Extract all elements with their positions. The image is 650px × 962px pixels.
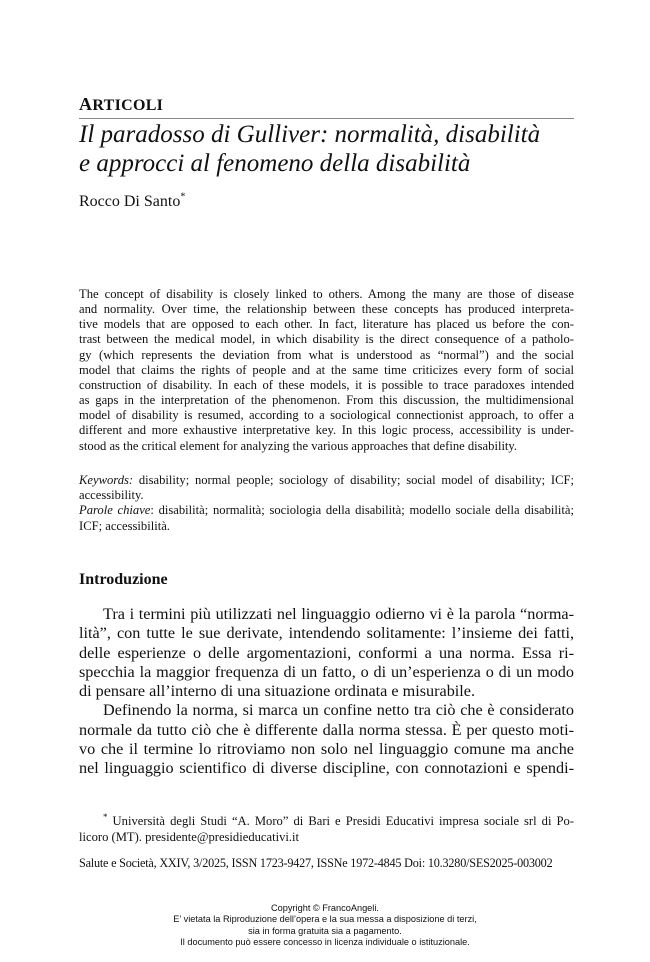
abstract-line: as gaps in the interpretation of the phenomenon. From this discussion, the multidimensional	[79, 393, 574, 408]
abstract-line: trast between the medical model, in which disability is the direct consequence of a patholo-	[79, 332, 574, 347]
body-line: lità”, con tutte le sue derivate, intendendo solitamente: l’insieme dei fatti,	[79, 624, 574, 643]
abstract-line: model that claims the rights of people and at the same time criticizes every form of social	[79, 362, 574, 377]
intro-body	[79, 605, 574, 779]
body-line: Definendo la norma, si marca un confine netto tra ciò che è considerato	[103, 701, 574, 720]
author-name	[79, 193, 185, 211]
author-text: Rocco Di Santo	[79, 193, 181, 210]
keywords-it-line	[79, 503, 574, 518]
intro-heading: Introduzione	[79, 571, 168, 588]
section-label-initial: A	[79, 94, 93, 114]
copyright-line: sia in forma gratuita sia a pagamento.	[248, 925, 402, 936]
keywords-block	[79, 473, 574, 534]
body-line: vo che il termine lo ritroviamo non solo nel linguaggio comune ma anche	[79, 740, 574, 759]
body-line: nel linguaggio scientifico di diverse discipline, con connotazioni e spendi-	[79, 759, 574, 778]
keywords-en-line: accessibility.	[79, 488, 144, 503]
section-label	[79, 94, 163, 115]
keywords-en-label: Keywords:	[79, 473, 134, 487]
abstract-line: gy (which represents the deviation from what is understood as “normal”) and the social	[79, 347, 574, 362]
body-line: specchia la maggior frequenza di un fatto, o di un’esperienza o di un modo	[79, 662, 574, 681]
section-label-rest: RTICOLI	[92, 97, 164, 114]
author-footnote-mark[interactable]: *	[180, 191, 186, 203]
keywords-it-label: Parole chiave	[79, 503, 151, 518]
abstract-line: The concept of disability is closely linked to others. Among the many are those of disease	[79, 287, 574, 301]
abstract-line: and normality. Over time, the relationship between these concepts has produced interpreta-	[79, 302, 574, 317]
body-line: delle esperienze o delle argomentazioni, conformi a una norma. Essa ri-	[79, 643, 574, 662]
keywords-en-line	[79, 473, 574, 488]
footnote	[79, 813, 574, 845]
body-line: normale da tutto ciò che è differente dalla norma stessa. È per questo moti-	[79, 720, 574, 739]
footnote-mark: *	[103, 811, 108, 822]
copyright-notice	[0, 903, 650, 949]
section-rule	[79, 118, 574, 119]
title-line: Il paradosso di Gulliver: normalità, disabilità	[79, 121, 541, 148]
footnote-line[interactable]: licoro (MT). presidente@presidieducativi.it	[79, 830, 300, 844]
body-line: di pensare all’interno di una situazione ordinata e misurabile.	[79, 682, 476, 701]
abstract	[79, 287, 574, 454]
abstract-line: model of disability is resumed, according to a sociological connectionist approach, to offer a	[79, 408, 574, 423]
abstract-line: tive models that are opposed to each other. In fact, literature has placed us before the con-	[79, 317, 574, 332]
copyright-line: Copyright © FrancoAngeli.	[271, 903, 379, 913]
body-line: Tra i termini più utilizzati nel linguaggio odierno vi è la parola “norma-	[103, 605, 574, 623]
abstract-line: different and more exhaustive interpretative key. In this logic process, accessibility is under-	[79, 423, 574, 438]
title-line: e approcci al fenomeno della disabilità	[79, 150, 471, 177]
footnote-text: Università degli Studi “A. Moro” di Bari e Presidi Educativi impresa sociale srl di Po-	[107, 814, 574, 828]
footnote-line	[79, 813, 574, 829]
article-title	[79, 120, 574, 178]
copyright-line: Il documento può essere concesso in licenza individuale o istituzionale.	[180, 937, 470, 948]
abstract-line: construction of disability. In each of these models, it is possible to trace paradoxes intended	[79, 377, 574, 392]
keywords-en-text: disability; normal people; sociology of disability; social model of disability; ICF;	[133, 473, 574, 487]
journal-citation: Salute e Società, XXIV, 3/2025, ISSN 1723-9427, ISSNe 1972-4845 Doi: 10.3280/SES2025-003002	[79, 856, 553, 870]
copyright-line: E’ vietata la Riproduzione dell’opera e la sua messa a disposizione di terzi,	[173, 914, 477, 925]
keywords-it-line: ICF; accessibilità.	[79, 518, 170, 533]
abstract-line: stood as the critical element for analyzing the various approaches that define disability.	[79, 438, 518, 453]
keywords-it-text: : disabilità; normalità; sociologia della disabilità; modello sociale della disabilità;	[150, 503, 574, 518]
